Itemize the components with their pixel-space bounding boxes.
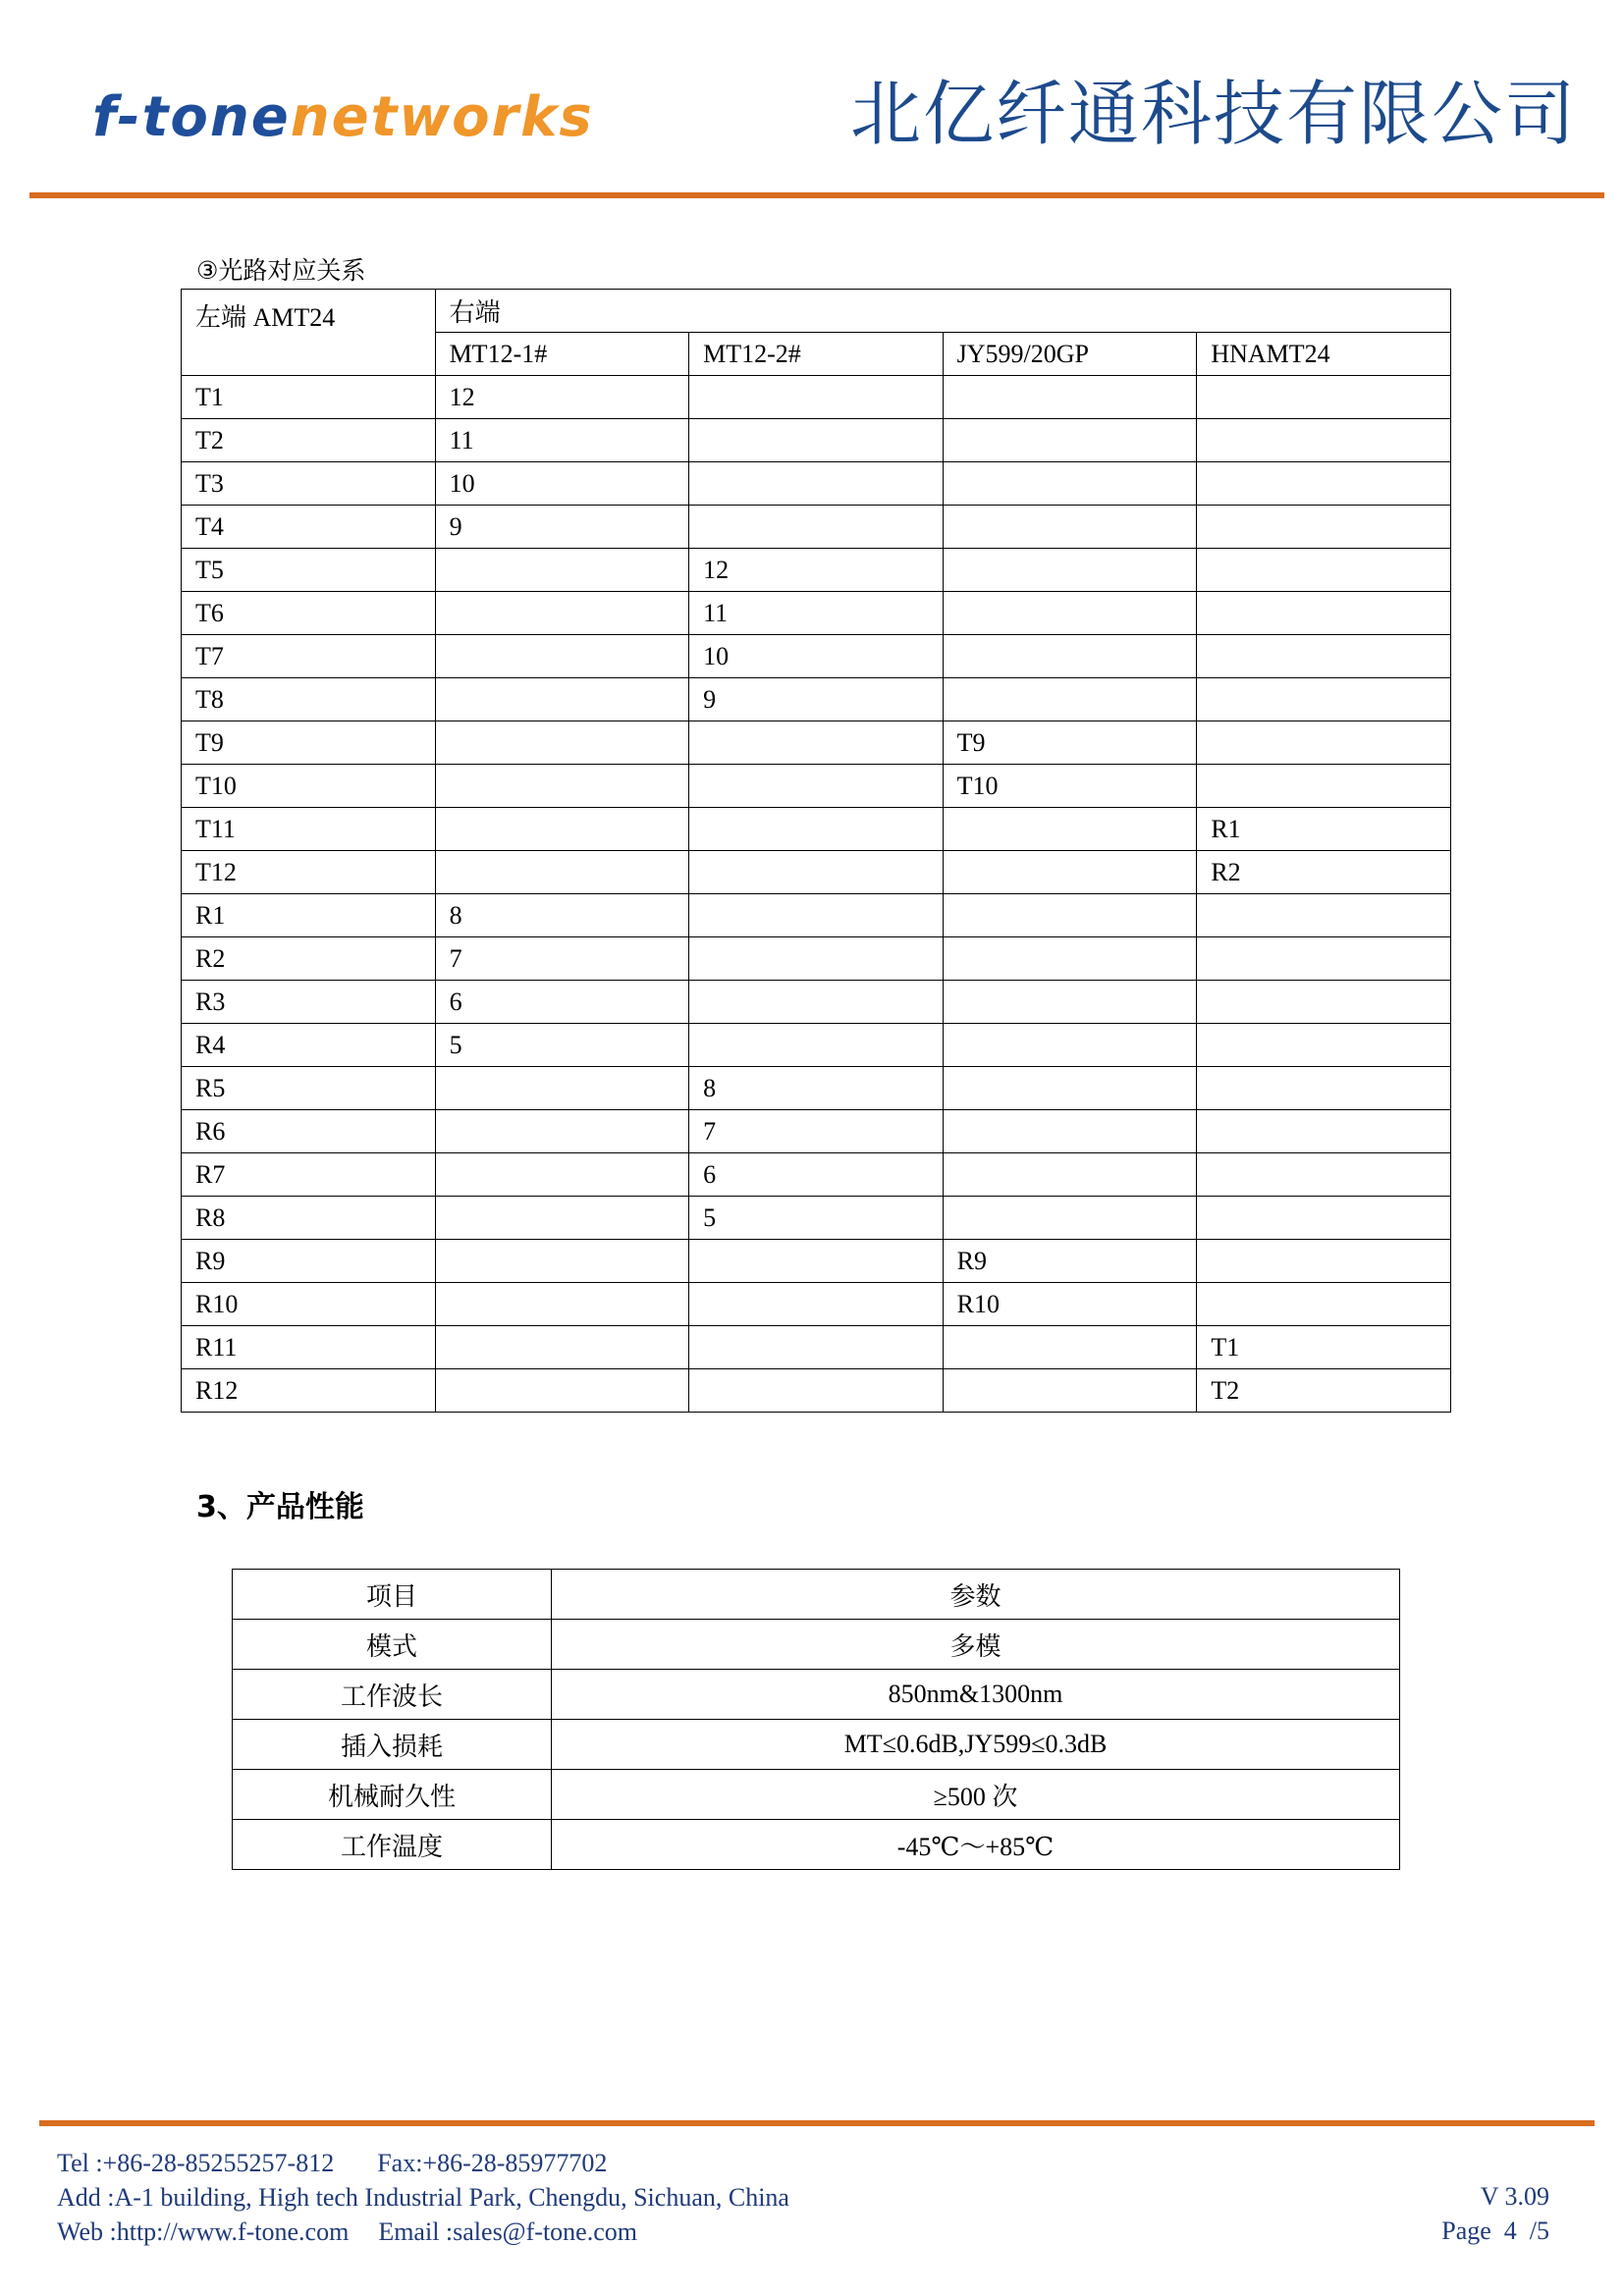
table-row	[182, 376, 1451, 419]
mapping-cell: R9	[943, 1240, 1197, 1283]
mapping-cell	[435, 721, 689, 765]
table-row	[182, 851, 1451, 894]
table-row	[233, 1720, 1400, 1770]
footer-fax: Fax:+86-28-85977702	[377, 2149, 608, 2177]
mapping-cell: 11	[689, 592, 944, 635]
mapping-cell: 8	[435, 894, 689, 937]
performance-table	[232, 1569, 1400, 1870]
mapping-cell	[943, 549, 1197, 592]
table-row	[182, 721, 1451, 765]
mapping-cell	[943, 635, 1197, 678]
table-row	[182, 1153, 1451, 1197]
mapping-cell	[435, 1197, 689, 1240]
port-label-cell: T2	[182, 419, 436, 462]
mapping-cell	[1197, 721, 1451, 765]
table-row	[182, 1369, 1451, 1413]
mapping-cell	[689, 721, 944, 765]
mapping-cell: 7	[689, 1110, 944, 1153]
mapping-cell	[689, 1024, 944, 1067]
port-label-cell: R5	[182, 1067, 436, 1110]
mapping-cell	[689, 1326, 944, 1369]
mapping-cell	[435, 1153, 689, 1197]
mapping-cell	[435, 1067, 689, 1110]
table-row	[182, 678, 1451, 721]
mapping-cell	[1197, 1197, 1451, 1240]
left-end-header: 左端 AMT24	[182, 290, 436, 376]
mapping-cell: R2	[1197, 851, 1451, 894]
table-row	[182, 635, 1451, 678]
mapping-cell	[1197, 894, 1451, 937]
mapping-cell	[689, 462, 944, 506]
table-row	[182, 981, 1451, 1024]
mapping-cell: 10	[435, 462, 689, 506]
mapping-cell: R10	[943, 1283, 1197, 1326]
mapping-cell	[435, 1240, 689, 1283]
mapping-cell	[943, 1024, 1197, 1067]
port-label-cell: R8	[182, 1197, 436, 1240]
company-logo	[92, 85, 594, 149]
mapping-cell	[943, 1369, 1197, 1413]
logo-text-part2: networks	[290, 85, 594, 149]
mapping-cell	[1197, 1067, 1451, 1110]
table-row	[233, 1620, 1400, 1670]
port-label-cell: T11	[182, 808, 436, 851]
mapping-cell	[435, 765, 689, 808]
mapping-cell	[943, 1110, 1197, 1153]
mapping-cell	[943, 808, 1197, 851]
mapping-cell: 6	[689, 1153, 944, 1197]
mapping-cell	[1197, 937, 1451, 981]
mapping-cell: 7	[435, 937, 689, 981]
table-row	[182, 549, 1451, 592]
right-end-header: 右端	[435, 290, 1450, 333]
table-row	[182, 462, 1451, 506]
table-row	[233, 1670, 1400, 1720]
company-name: 北亿纤通科技有限公司	[849, 73, 1577, 155]
mapping-cell	[943, 1197, 1197, 1240]
parameter-cell: MT≤0.6dB,JY599≤0.3dB	[552, 1720, 1400, 1770]
mapping-cell	[689, 808, 944, 851]
mapping-cell	[689, 419, 944, 462]
table-row	[182, 1326, 1451, 1369]
port-label-cell: T8	[182, 678, 436, 721]
table-row	[182, 506, 1451, 549]
mapping-cell	[435, 1369, 689, 1413]
mapping-cell: T9	[943, 721, 1197, 765]
mapping-caption: ③光路对应关系	[196, 256, 366, 285]
mapping-cell: 12	[689, 549, 944, 592]
mapping-cell	[943, 376, 1197, 419]
table-row	[182, 808, 1451, 851]
mapping-cell	[1197, 1283, 1451, 1326]
mapping-cell	[1197, 549, 1451, 592]
mapping-cell	[1197, 678, 1451, 721]
table-row	[233, 1820, 1400, 1870]
mapping-cell	[435, 549, 689, 592]
mapping-cell: 5	[435, 1024, 689, 1067]
mapping-cell: 9	[689, 678, 944, 721]
logo-text-part1: f-tone	[92, 85, 291, 149]
table-row	[182, 1024, 1451, 1067]
mapping-cell	[1197, 1240, 1451, 1283]
port-label-cell: R4	[182, 1024, 436, 1067]
version-label: V 3.09	[1480, 2182, 1549, 2211]
parameter-cell: ≥500 次	[552, 1770, 1400, 1820]
footer-web: Web :http://www.f-tone.com	[57, 2217, 350, 2246]
port-label-cell: T10	[182, 765, 436, 808]
mapping-cell	[943, 506, 1197, 549]
footer-address: Add :A-1 building, High tech Industrial Park, Chengdu, Sichuan, China	[57, 2183, 789, 2212]
mapping-cell	[1197, 635, 1451, 678]
mapping-cell	[943, 678, 1197, 721]
column-header: MT12-2#	[689, 333, 944, 376]
mapping-cell	[435, 1283, 689, 1326]
optical-mapping-table	[181, 289, 1451, 1413]
port-label-cell: T9	[182, 721, 436, 765]
header-divider	[29, 192, 1604, 198]
page-number: Page 4 /5	[1441, 2216, 1549, 2245]
mapping-cell: 5	[689, 1197, 944, 1240]
mapping-cell	[689, 981, 944, 1024]
port-label-cell: T5	[182, 549, 436, 592]
mapping-cell	[943, 462, 1197, 506]
mapping-cell	[1197, 1153, 1451, 1197]
port-label-cell: R6	[182, 1110, 436, 1153]
table-row	[182, 1067, 1451, 1110]
mapping-cell	[943, 1153, 1197, 1197]
mapping-cell	[435, 808, 689, 851]
mapping-cell	[689, 851, 944, 894]
port-label-cell: R2	[182, 937, 436, 981]
column-header: MT12-1#	[435, 333, 689, 376]
table-row	[182, 1197, 1451, 1240]
mapping-cell	[435, 678, 689, 721]
port-label-cell: T7	[182, 635, 436, 678]
mapping-cell	[689, 506, 944, 549]
mapping-cell: T1	[1197, 1326, 1451, 1369]
mapping-cell: 8	[689, 1067, 944, 1110]
parameter-cell: -45℃～+85℃	[552, 1820, 1400, 1870]
port-label-cell: R9	[182, 1240, 436, 1283]
port-label-cell: R7	[182, 1153, 436, 1197]
port-label-cell: R10	[182, 1283, 436, 1326]
mapping-cell	[943, 592, 1197, 635]
port-label-cell: R1	[182, 894, 436, 937]
mapping-cell	[943, 851, 1197, 894]
mapping-cell	[689, 937, 944, 981]
mapping-cell	[1197, 1024, 1451, 1067]
item-cell: 工作温度	[233, 1820, 552, 1870]
item-cell: 插入损耗	[233, 1720, 552, 1770]
port-label-cell: T6	[182, 592, 436, 635]
mapping-cell: 11	[435, 419, 689, 462]
parameter-cell: 多模	[552, 1620, 1400, 1670]
column-header: JY599/20GP	[943, 333, 1197, 376]
performance-section-title: 3、产品性能	[196, 1490, 364, 1524]
mapping-cell: T2	[1197, 1369, 1451, 1413]
item-cell: 机械耐久性	[233, 1770, 552, 1820]
footer-version-block	[1441, 2179, 1549, 2248]
mapping-cell	[435, 1110, 689, 1153]
mapping-cell	[1197, 1110, 1451, 1153]
mapping-cell	[943, 937, 1197, 981]
mapping-cell	[435, 592, 689, 635]
mapping-cell	[1197, 419, 1451, 462]
port-label-cell: T1	[182, 376, 436, 419]
mapping-cell	[689, 1283, 944, 1326]
footer-email: Email :sales@f-tone.com	[378, 2217, 637, 2246]
port-label-cell: R3	[182, 981, 436, 1024]
port-label-cell: R11	[182, 1326, 436, 1369]
footer-contact	[57, 2146, 789, 2249]
mapping-cell	[1197, 765, 1451, 808]
mapping-cell	[435, 635, 689, 678]
item-cell: 工作波长	[233, 1670, 552, 1720]
table-row	[182, 765, 1451, 808]
parameter-header: 参数	[552, 1570, 1400, 1620]
mapping-cell	[943, 1326, 1197, 1369]
table-header-row	[233, 1570, 1400, 1620]
mapping-cell: R1	[1197, 808, 1451, 851]
table-row	[182, 419, 1451, 462]
table-row	[182, 1283, 1451, 1326]
mapping-cell	[1197, 376, 1451, 419]
table-row	[182, 592, 1451, 635]
mapping-cell	[943, 894, 1197, 937]
mapping-cell: T10	[943, 765, 1197, 808]
footer-tel: Tel :+86-28-85255257-812	[57, 2149, 335, 2177]
mapping-cell	[689, 1369, 944, 1413]
mapping-cell	[943, 419, 1197, 462]
port-label-cell: R12	[182, 1369, 436, 1413]
port-label-cell: T3	[182, 462, 436, 506]
mapping-cell	[689, 765, 944, 808]
table-row	[182, 894, 1451, 937]
table-row	[182, 1240, 1451, 1283]
mapping-cell: 6	[435, 981, 689, 1024]
table-row	[182, 1110, 1451, 1153]
mapping-cell: 10	[689, 635, 944, 678]
parameter-cell: 850nm&1300nm	[552, 1670, 1400, 1720]
item-header: 项目	[233, 1570, 552, 1620]
mapping-cell	[1197, 592, 1451, 635]
column-header: HNAMT24	[1197, 333, 1451, 376]
mapping-cell	[689, 1240, 944, 1283]
mapping-cell	[435, 1326, 689, 1369]
table-row	[233, 1770, 1400, 1820]
footer-divider	[39, 2120, 1595, 2126]
mapping-cell	[1197, 981, 1451, 1024]
mapping-cell	[943, 981, 1197, 1024]
mapping-cell	[689, 376, 944, 419]
mapping-cell: 12	[435, 376, 689, 419]
mapping-cell	[1197, 506, 1451, 549]
item-cell: 模式	[233, 1620, 552, 1670]
port-label-cell: T4	[182, 506, 436, 549]
table-row	[182, 937, 1451, 981]
mapping-cell	[943, 1067, 1197, 1110]
mapping-cell	[1197, 462, 1451, 506]
mapping-cell	[689, 894, 944, 937]
mapping-cell: 9	[435, 506, 689, 549]
port-label-cell: T12	[182, 851, 436, 894]
table-header-row	[182, 290, 1451, 333]
mapping-cell	[435, 851, 689, 894]
